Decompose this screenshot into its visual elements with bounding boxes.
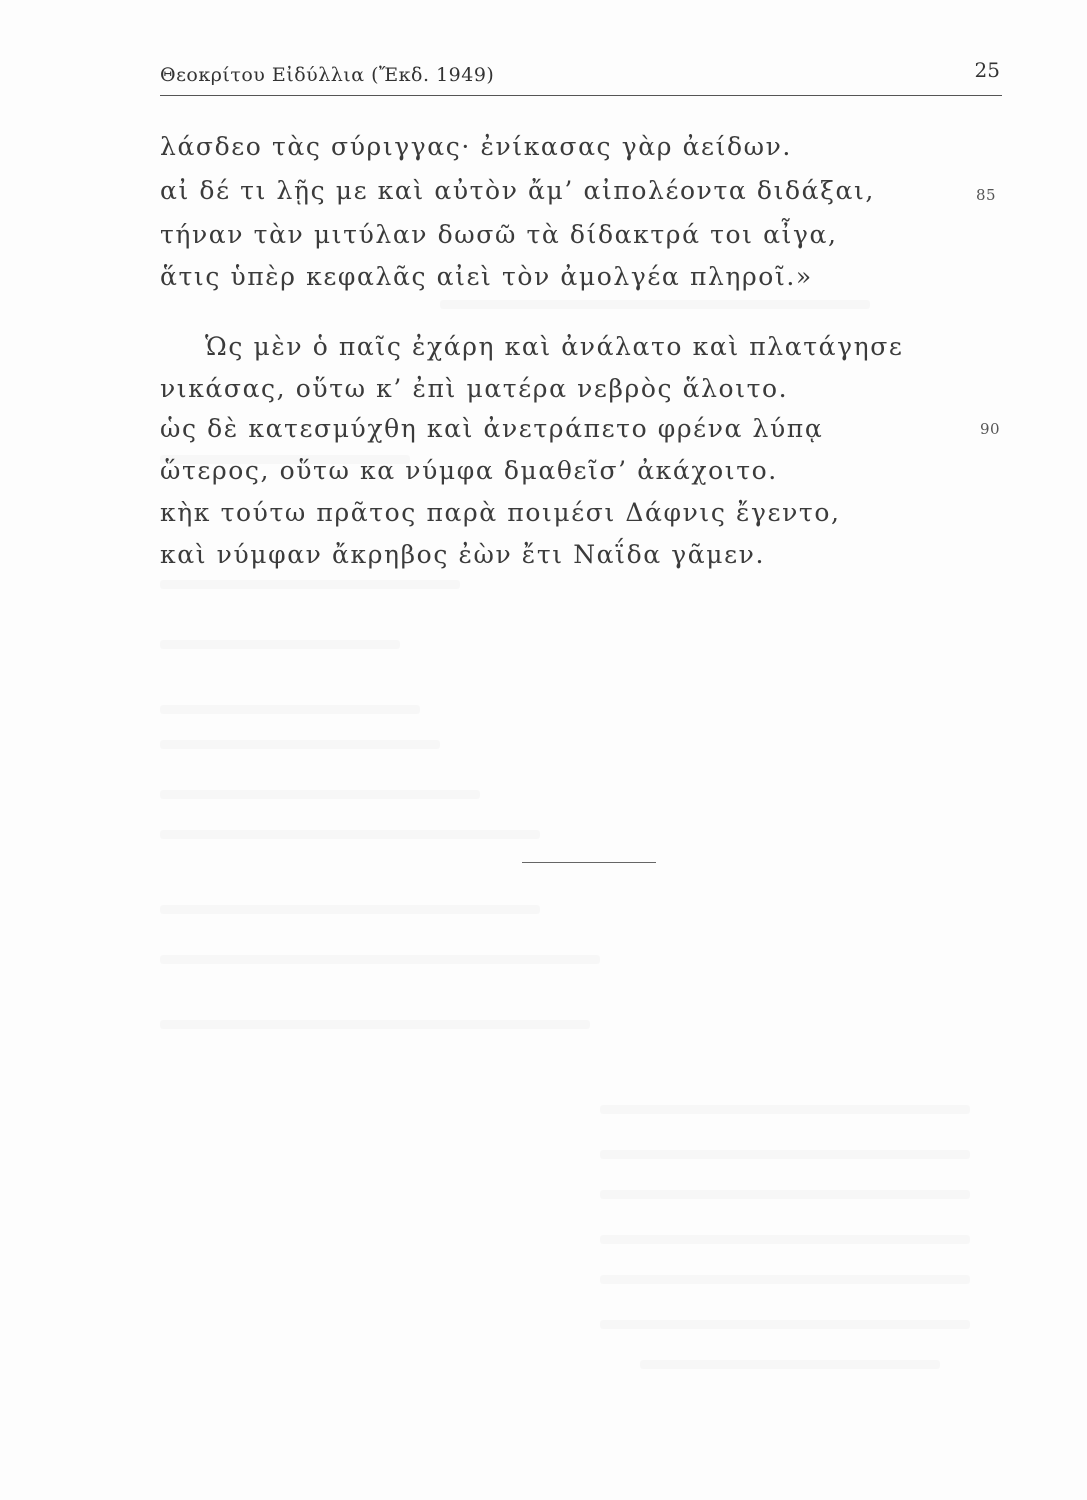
show-through-mark	[160, 740, 440, 749]
verse-line: λάσδεο τὰς σύριγγας· ἐνίκασας γὰρ ἀείδων.	[160, 132, 792, 161]
verse-line: ὡς δὲ κατεσμύχθη καὶ ἀνετράπετο φρένα λύπᾳ	[160, 414, 824, 443]
show-through-mark	[600, 1235, 970, 1244]
show-through-mark	[600, 1275, 970, 1284]
show-through-mark	[600, 1105, 970, 1114]
verse-line: νικάσας, οὕτω κ’ ἐπὶ ματέρα νεβρὸς ἅλοιτο.	[160, 374, 789, 403]
show-through-mark	[160, 1020, 590, 1029]
end-rule	[522, 862, 656, 863]
show-through-mark	[600, 1190, 970, 1199]
verse-line: ἅτις ὑπὲρ κεφαλᾶς αἰεὶ τὸν ἀμολγέα πληροῖ.»	[160, 262, 813, 291]
running-title: Θεοκρίτου Εἰδύλλια (Ἔκδ. 1949)	[160, 64, 495, 86]
show-through-mark	[440, 300, 870, 309]
show-through-mark	[640, 1360, 940, 1369]
show-through-mark	[600, 1320, 970, 1329]
show-through-mark	[160, 705, 420, 714]
show-through-mark	[160, 790, 480, 799]
show-through-mark	[600, 1150, 970, 1159]
header-rule	[160, 95, 1002, 96]
show-through-mark	[160, 905, 540, 914]
verse-line: τήναν τὰν μιτύλαν δωσῶ τὰ δίδακτρά τοι αἶγα,	[160, 220, 838, 249]
running-head	[160, 58, 1000, 98]
verse-line: αἰ δέ τι λῇς με καὶ αὐτὸν ἄμ’ αἰπολέοντα διδάξαι,	[160, 176, 875, 205]
page-number: 25	[974, 58, 1000, 82]
verse-line: καὶ νύμφαν ἄκρηβος ἐὼν ἔτι Ναΐδα γᾶμεν.	[160, 540, 766, 569]
show-through-mark	[160, 955, 600, 964]
verse-line: ὥτερος, οὕτω κα νύμφα δμαθεῖσ’ ἀκάχοιτο.	[160, 456, 778, 485]
show-through-mark	[160, 580, 460, 589]
show-through-mark	[160, 830, 540, 839]
show-through-mark	[160, 640, 400, 649]
verse-line: Ὡς μὲν ὁ παῖς ἐχάρη καὶ ἀνάλατο καὶ πλατάγησε	[205, 332, 904, 361]
verse-line: κὴκ τούτω πρᾶτος παρὰ ποιμέσι Δάφνις ἔγεντο,	[160, 498, 841, 527]
line-number: 90	[980, 420, 1001, 438]
line-number: 85	[976, 186, 997, 204]
